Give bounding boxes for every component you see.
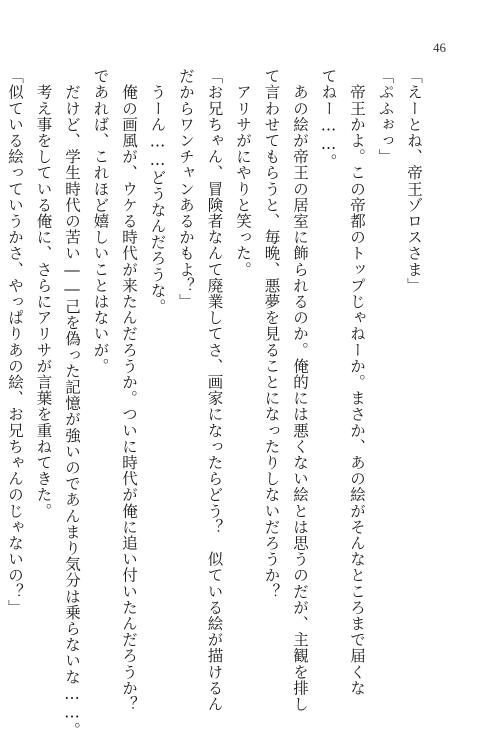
vertical-text-body: [0, 68, 428, 738]
text-line: 「ぷふぉっ」: [376, 68, 395, 165]
text-line: あの絵が帝王の居室に飾られるのか。俺的には悪くない絵とは思うのだが、主観を排し: [291, 68, 309, 712]
text-line: 「お兄ちゃん、冒険者なんて廃業してさ、画家になったらどう？ 似ている絵が描けるん: [205, 68, 224, 712]
text-line: 俺の画風が、ウケる時代が来たんだろうか。ついに時代が俺に追い付いたんだろうか？: [120, 68, 138, 712]
text-line: 「似ている絵っていうかさ、やっぱりあの絵、お兄ちゃんのじゃないの？」: [6, 68, 24, 616]
text-line: 「えーとね、帝王ゾロスさま」: [405, 68, 423, 294]
text-line: うーん……どうなんだろうな。: [148, 68, 167, 315]
text-line: だけど、学生時代の苦い――己を偽った記憶が強いのであんまり気分は乗らないな……。: [63, 68, 81, 738]
text-line: 帝王かよ。この帝都のトップじゃねーか。まさか、あの絵がそんなところまで届くな: [348, 68, 366, 696]
page-number: 46: [433, 40, 446, 55]
text-line: 考え事をしている俺に、さらにアリサが言葉を重ねてきた。: [34, 68, 53, 519]
text-line: アリサがにやりと笑った。: [234, 68, 252, 278]
text-line: て言わせてもらうと、毎晩、悪夢を見ることになったりしないだろうか？: [262, 68, 281, 600]
text-line: てねー……。: [319, 68, 338, 170]
text-line: であれば、これほど嬉しいことはないが。: [91, 68, 110, 374]
text-line: だからワンチャンあるかもよ？」: [177, 68, 195, 310]
